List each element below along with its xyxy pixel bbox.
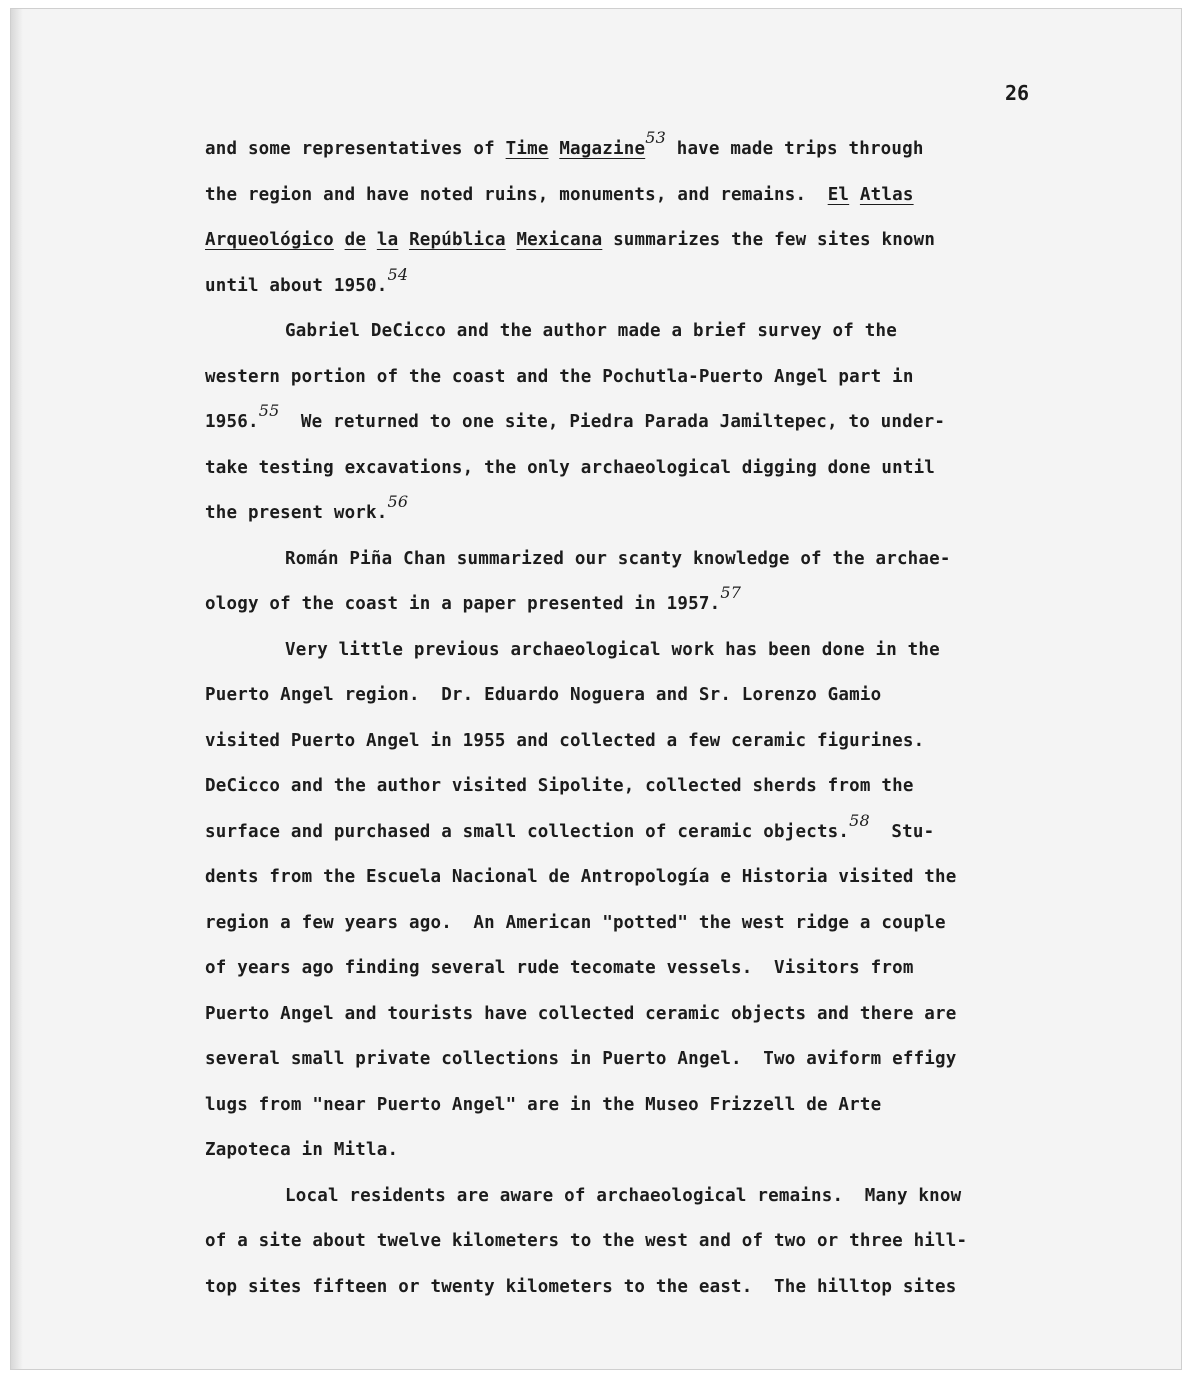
space bbox=[366, 230, 377, 250]
text-run: Puerto Angel region. Dr. Eduardo Noguera and Sr. Lorenzo Gamio bbox=[205, 685, 882, 705]
text-run: Local residents are aware of archaeological remains. Many know bbox=[285, 1185, 962, 1206]
text-line bbox=[205, 1265, 1005, 1311]
text-run: the region and have noted ruins, monuments, and remains. bbox=[205, 184, 828, 205]
text-run: the present work. bbox=[205, 503, 388, 523]
text-line bbox=[205, 901, 1005, 947]
text-line bbox=[205, 1219, 1005, 1265]
footnote-ref: 57 bbox=[720, 583, 742, 603]
text-run: Puerto Angel and tourists have collected ceramic objects and there are bbox=[205, 1003, 957, 1024]
text-run: of a site about twelve kilometers to the west and of two or three hill- bbox=[205, 1231, 968, 1251]
footnote-ref: 58 bbox=[849, 810, 870, 830]
text-line bbox=[205, 400, 1005, 446]
text-line bbox=[205, 1083, 1005, 1129]
footnote-ref: 56 bbox=[387, 492, 409, 512]
publication-title: El bbox=[827, 184, 850, 205]
text-line bbox=[205, 1174, 1005, 1220]
text-run: take testing excavations, the only archaeological digging done until bbox=[205, 457, 936, 478]
text-line bbox=[205, 173, 1005, 219]
publication-title: Atlas bbox=[859, 184, 914, 205]
space bbox=[549, 139, 560, 159]
text-line bbox=[205, 218, 1005, 264]
text-run: top sites fifteen or twenty kilometers to the east. The hilltop sites bbox=[205, 1276, 957, 1297]
text-run: Very little previous archaeological work has been done in the bbox=[285, 639, 940, 660]
text-line bbox=[205, 719, 1005, 765]
text-run: and some representatives of bbox=[205, 139, 506, 159]
text-line bbox=[205, 355, 1005, 401]
publication-title: Mexicana bbox=[516, 230, 603, 250]
text-run: We returned to one site, Piedra Parada Jamiltepec, to under- bbox=[279, 412, 946, 432]
text-run: several small private collections in Puerto Angel. Two aviform effigy bbox=[205, 1049, 957, 1069]
space bbox=[398, 230, 409, 250]
publication-title: Magazine bbox=[559, 139, 646, 159]
text-run: Román Piña Chan summarized our scanty knowledge of the archae- bbox=[285, 548, 951, 569]
text-line bbox=[205, 1037, 1005, 1083]
footnote-ref: 54 bbox=[387, 264, 409, 284]
text-line bbox=[205, 673, 1005, 719]
text-run: visited Puerto Angel in 1955 and collected a few ceramic figurines. bbox=[205, 730, 925, 751]
text-run: summarizes the few sites known bbox=[602, 230, 936, 250]
text-run: dents from the Escuela Nacional de Antropología e Historia visited the bbox=[205, 867, 957, 887]
space bbox=[849, 185, 860, 205]
text-run: until about 1950. bbox=[205, 275, 388, 296]
text-line bbox=[205, 764, 1005, 810]
text-run: 1956. bbox=[205, 412, 259, 432]
space bbox=[506, 230, 517, 250]
text-run: Zapoteca in Mitla. bbox=[205, 1140, 399, 1160]
text-run: of years ago finding several rude tecomate vessels. Visitors from bbox=[205, 958, 914, 978]
text-line bbox=[205, 491, 1005, 537]
space bbox=[334, 230, 345, 250]
text-line bbox=[205, 264, 1005, 310]
text-run: have made trips through bbox=[665, 139, 924, 159]
text-run: ology of the coast in a paper presented in 1957. bbox=[205, 594, 721, 614]
publication-title: Time bbox=[505, 139, 549, 159]
text-run: lugs from "near Puerto Angel" are in the Museo Frizzell de Arte bbox=[205, 1094, 882, 1115]
text-run: Gabriel DeCicco and the author made a brief survey of the bbox=[285, 321, 897, 341]
footnote-ref: 55 bbox=[258, 401, 280, 421]
text-run: Stu- bbox=[869, 821, 935, 842]
text-line bbox=[205, 855, 1005, 901]
text-line bbox=[205, 992, 1005, 1038]
publication-title: de bbox=[344, 230, 367, 250]
text-line bbox=[205, 628, 1005, 674]
text-line bbox=[205, 1128, 1005, 1174]
document-page bbox=[10, 8, 1182, 1370]
text-run: region a few years ago. An American "potted" the west ridge a couple bbox=[205, 912, 946, 933]
footnote-ref: 53 bbox=[645, 128, 666, 148]
text-run: DeCicco and the author visited Sipolite, collected sherds from the bbox=[205, 776, 914, 796]
body-text bbox=[205, 127, 1005, 1310]
text-run: western portion of the coast and the Pochutla-Puerto Angel part in bbox=[205, 366, 914, 387]
text-line bbox=[205, 946, 1005, 992]
text-line bbox=[205, 446, 1005, 492]
text-run: surface and purchased a small collection of ceramic objects. bbox=[205, 821, 850, 842]
publication-title: Arqueológico bbox=[205, 230, 334, 250]
publication-title: República bbox=[409, 230, 506, 250]
text-line bbox=[205, 127, 1005, 173]
text-line bbox=[205, 309, 1005, 355]
text-line bbox=[205, 810, 1005, 856]
page-number: 26 bbox=[1005, 81, 1030, 105]
publication-title: la bbox=[376, 230, 399, 250]
text-line bbox=[205, 537, 1005, 583]
text-line bbox=[205, 582, 1005, 628]
